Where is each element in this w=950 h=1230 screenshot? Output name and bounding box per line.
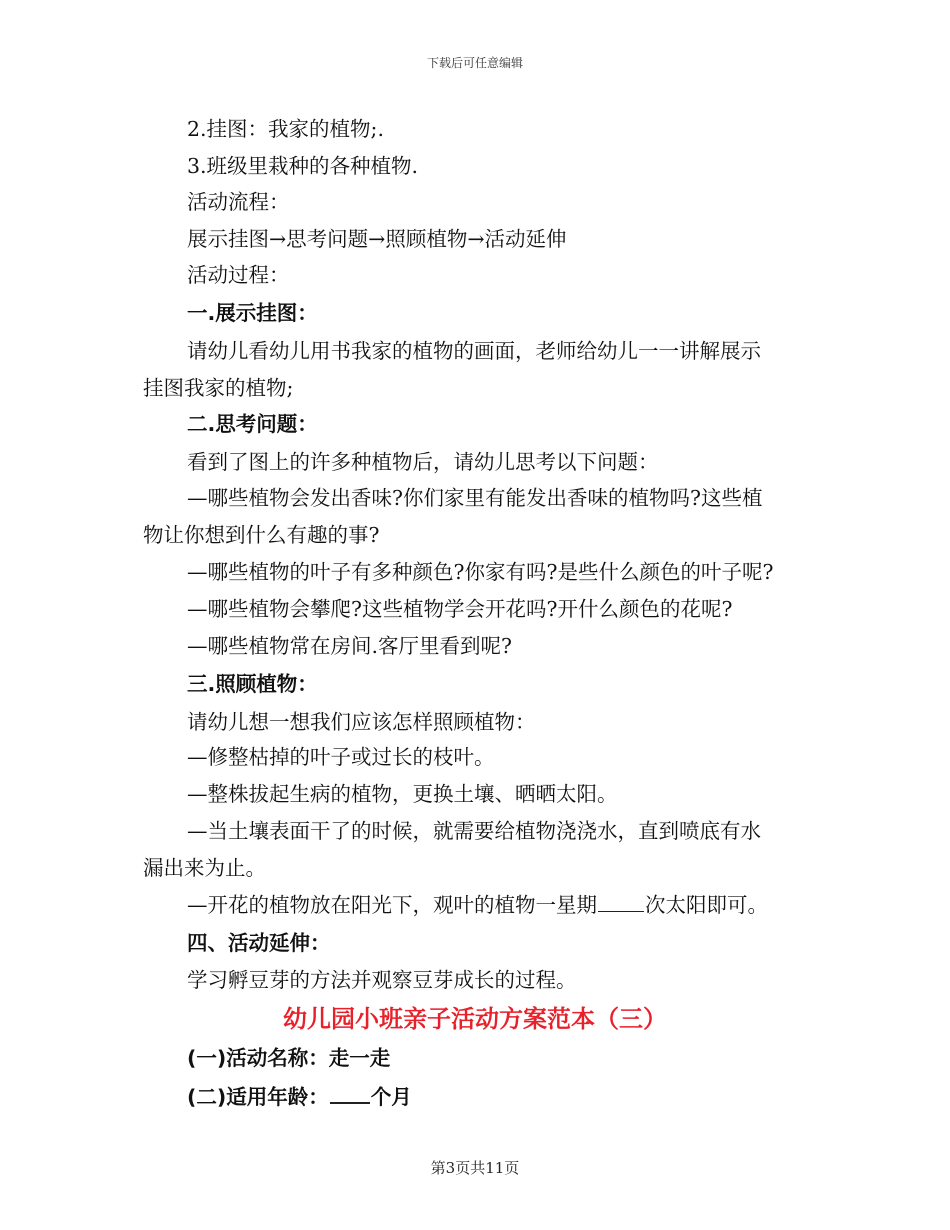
care-line: —修整枯掉的叶子或过长的枝叶。 [187, 745, 495, 769]
section-heading-2: 二.思考问题： [187, 412, 318, 436]
page-header: 下载后可任意编辑 [426, 56, 523, 70]
question-line: 物让你想到什么有趣的事? [143, 523, 380, 547]
question-line: —哪些植物常在房间.客厅里看到呢? [187, 634, 513, 658]
paragraph-line: 学习孵豆芽的方法并观察豆芽成长的过程。 [187, 968, 577, 992]
paragraph-line: 请幼儿看幼儿用书我家的植物的画面，老师给幼儿一一讲解展示 [187, 339, 761, 363]
sun-text-b: 次太阳即可。 [645, 893, 768, 917]
question-line: —哪些植物的叶子有多种颜色?你家有吗?是些什么颜色的叶子呢? [187, 560, 774, 584]
age-blank [330, 1084, 370, 1104]
age-line [187, 1084, 412, 1109]
care-line: —整株拔起生病的植物，更换土壤、晒晒太阳。 [187, 782, 618, 806]
fill-blank [598, 893, 644, 912]
section-heading-4: 四、活动延伸： [187, 931, 331, 955]
paragraph-line: 看到了图上的许多种植物后，请幼儿思考以下问题： [187, 450, 659, 474]
question-line: —哪些植物会攀爬?这些植物学会开花吗?开什么颜色的花呢? [187, 597, 733, 621]
material-line-2: 2.挂图：我家的植物;. [187, 117, 384, 141]
activity-name: (一)活动名称：走一走 [187, 1046, 391, 1070]
paragraph-line: 挂图我家的植物; [143, 376, 294, 400]
care-line: 漏出来为止。 [143, 856, 266, 880]
care-line: —当土壤表面干了的时候，就需要给植物浇浇水，直到喷底有水 [187, 819, 761, 843]
section-heading-3: 三.照顾植物： [187, 672, 318, 696]
sun-text-a: —开花的植物放在阳光下，观叶的植物一星期 [187, 893, 597, 917]
flow-steps: 展示挂图→思考问题→照顾植物→活动延伸 [187, 227, 567, 251]
question-line: —哪些植物会发出香味?你们家里有能发出香味的植物吗?这些植 [187, 486, 763, 510]
page-footer: 第3页共11页 [430, 1159, 520, 1177]
age-label: (二)适用年龄： [187, 1085, 329, 1109]
flow-heading: 活动流程： [187, 190, 290, 214]
paragraph-line: 请幼儿想一想我们应该怎样照顾植物： [187, 710, 536, 734]
process-heading: 活动过程： [187, 263, 290, 287]
care-line [187, 893, 768, 917]
age-unit: 个月 [370, 1085, 412, 1109]
section-heading-1: 一.展示挂图： [187, 301, 318, 325]
material-line-3: 3.班级里栽种的各种植物. [187, 154, 419, 178]
section-title: 幼儿园小班亲子活动方案范本（三） [283, 1005, 667, 1033]
